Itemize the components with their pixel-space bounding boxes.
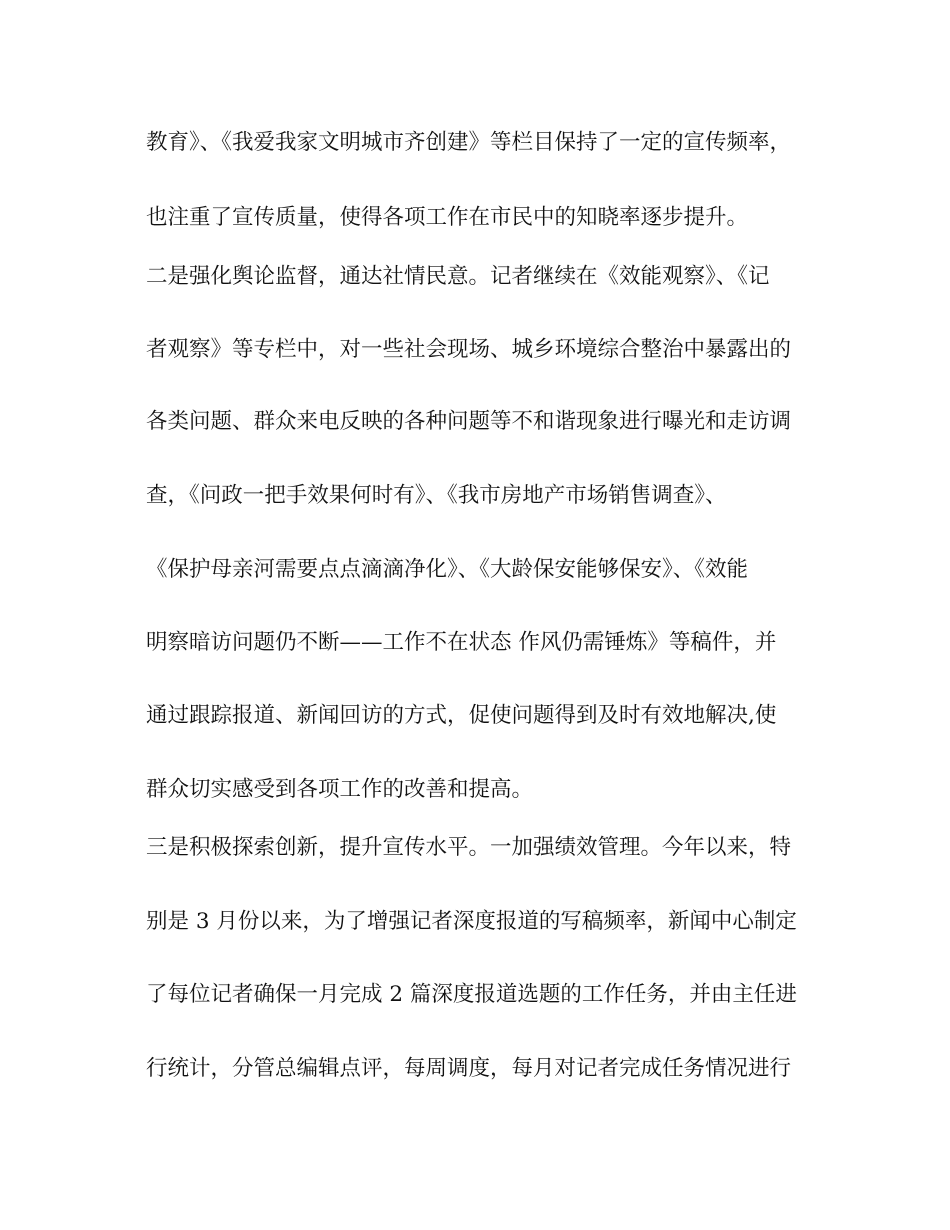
text-line: 《保护母亲河需要点点滴滴净化》、《大龄保安能够保安》、《效能 xyxy=(146,557,749,582)
text-line: 明察暗访问题仍不断——工作不在状态 作风仍需锤炼》等稿件，并 xyxy=(146,630,777,655)
text-line: 行统计，分管总编辑点评，每周调度，每月对记者完成任务情况进行 xyxy=(146,1056,792,1081)
text-line: 教育》、《我爱我家文明城市齐创建》等栏目保持了一定的宣传频率， xyxy=(146,130,792,155)
text-line: 别是 3 月份以来，为了增强记者深度报道的写稿频率，新闻中心制定 xyxy=(146,909,797,934)
text-line: 了每位记者确保一月完成 2 篇深度报道选题的工作任务，并由主任进 xyxy=(146,982,797,1007)
paragraph-start-line: 三是积极探索创新，提升宣传水平。一加强绩效管理。今年以来，特 xyxy=(146,835,792,860)
text-line: 者观察》等专栏中，对一些社会现场、城乡环境综合整治中暴露出的 xyxy=(146,337,792,362)
text-line: 群众切实感受到各项工作的改善和提高。 xyxy=(146,777,534,802)
text-line: 查，《问政一把手效果何时有》、《我市房地产市场销售调查》、 xyxy=(146,483,727,508)
paragraph-start-line: 二是强化舆论监督，通达社情民意。记者继续在《效能观察》、《记 xyxy=(146,264,770,289)
text-line: 也注重了宣传质量，使得各项工作在市民中的知晓率逐步提升。 xyxy=(146,205,749,230)
text-line: 通过跟踪报道、新闻回访的方式，促使问题得到及时有效地解决,使 xyxy=(146,703,777,728)
text-line: 各类问题、群众来电反映的各种问题等不和谐现象进行曝光和走访调 xyxy=(146,409,792,434)
